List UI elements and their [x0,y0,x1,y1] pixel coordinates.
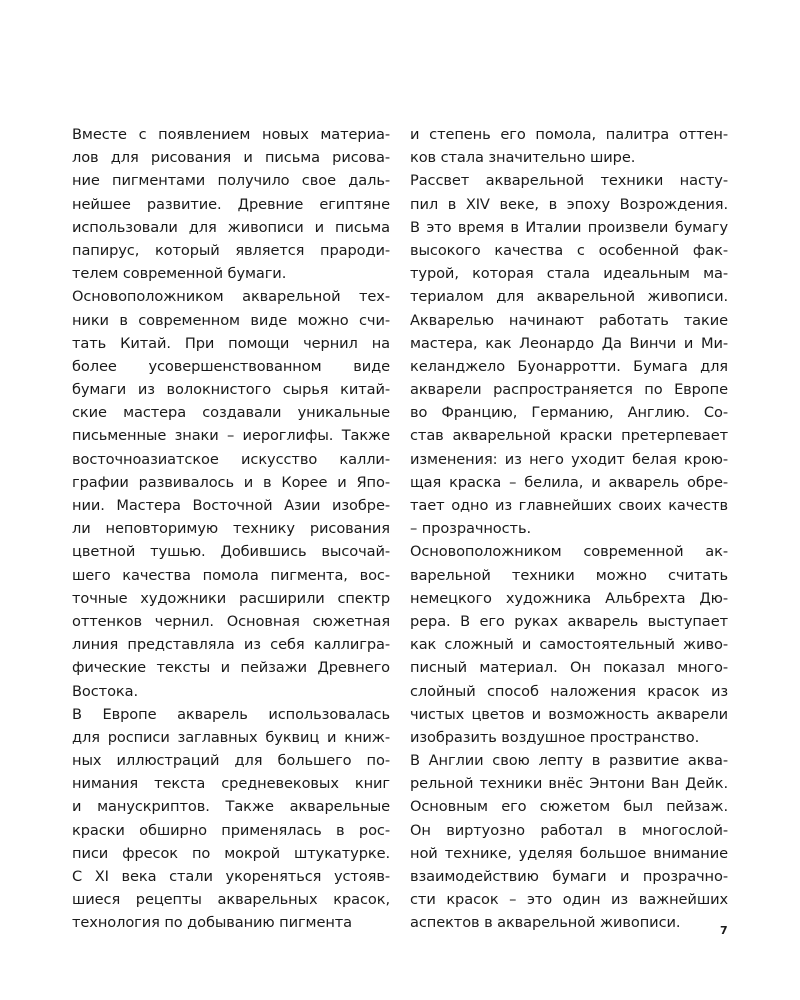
paragraph [410,123,728,169]
text-line: ние пигментами получило свое даль- [72,172,390,190]
text-line: шего качества помола пигмента, вос- [72,566,390,584]
text-line: изменения: из него уходит белая крою- [410,450,728,468]
text-line: чистых цветов и возможность акварели [410,705,728,723]
text-line: точные художники расширили спектр [72,589,390,607]
text-line: лов для рисования и письма рисова- [72,149,390,167]
text-line: нейшее развитие. Древние египтяне [72,195,390,213]
text-line: териалом для акварельной живописи. [410,288,728,306]
text-line: писи фресок по мокрой штукатурке. [72,844,390,862]
text-line: восточноазиатское искусство калли- [72,450,390,468]
text-line: ной технике, уделяя большое внимание [410,844,728,862]
text-line: Вместе с появлением новых материа- [72,126,390,143]
text-line: высокого качества с особенной фак- [410,241,728,259]
text-line: турой, которая стала идеальным ма- [410,265,728,283]
text-line: использовали для живописи и письма [72,218,390,236]
text-line: и степень его помола, палитра оттен- [410,126,728,143]
text-line: – прозрачность. [410,520,531,538]
text-line: письменные знаки – иероглифы. Также [72,427,390,445]
text-line: келанджело Буонарротти. Бумага для [410,357,728,375]
text-line: телем современной бумаги. [72,265,287,283]
text-line: слойный способ наложения красок из [410,682,728,700]
text-line: цветной тушью. Добившись высочай- [72,543,390,561]
text-line: став акварельной краски претерпевает [410,427,728,445]
text-line: Рассвет акварельной техники насту- [410,172,728,190]
text-line: технология по добыванию пигмента [72,914,353,932]
text-line: шиеся рецепты акварельных красок, [72,891,390,909]
page-number: 7 [720,924,728,937]
text-line: В Европе акварель использовалась [72,705,390,723]
right-text-column [410,123,728,935]
text-line: ли неповторимую технику рисования [72,520,390,538]
text-line: графии развивалось и в Корее и Япо- [72,473,390,491]
text-line: ники в современном виде можно счи- [72,311,390,329]
text-line: изобразить воздушное пространство. [410,728,700,746]
text-line: во Францию, Германию, Англию. Со- [410,404,728,422]
paragraph [72,123,390,285]
text-line: для росписи заглавных буквиц и книж- [72,728,390,746]
paragraph [72,285,390,702]
text-line: В это время в Италии произвели бумагу [410,218,728,236]
text-line: Востока. [72,682,138,700]
text-line: нии. Мастера Восточной Азии изобре- [72,497,390,514]
text-line: более усовершенствованном виде [72,357,390,375]
text-line: ков стала значительно шире. [410,149,636,167]
paragraph [410,169,728,540]
text-line: нимания текста средневековых книг [72,775,390,793]
text-line: пил в XIV веке, в эпоху Возрождения. [410,195,728,213]
text-line: мастера, как Леонардо Да Винчи и Ми- [410,334,728,352]
text-line: Основным его сюжетом был пейзаж. [410,798,728,816]
text-line: фические тексты и пейзажи Древнего [72,659,390,677]
text-line: оттенков чернил. Основная сюжетная [72,612,390,630]
text-line: ных иллюстраций для большего по- [72,752,390,770]
text-line: сти красок – это один из важнейших [410,891,728,909]
text-line: В Англии свою лепту в развитие аква- [410,752,728,770]
text-line: писный материал. Он показал много- [410,659,728,677]
text-line: Он виртуозно работал в многослой- [410,821,728,839]
text-line: акварели распространяется по Европе [410,381,728,399]
paragraph [410,540,728,749]
text-line: краски обширно применялась в рос- [72,821,390,839]
paragraph [72,703,390,935]
text-line: взаимодействию бумаги и прозрачно- [410,868,728,885]
text-line: папирус, который является прароди- [72,241,390,259]
text-line: линия представляла из себя каллигра- [72,636,390,654]
text-line: тает одно из главнейших своих качеств [410,497,728,514]
text-line: и манускриптов. Также акварельные [72,798,390,816]
text-line: тать Китай. При помощи чернил на [72,334,390,352]
text-line: рера. В его руках акварель выступает [410,612,728,630]
paragraph [410,749,728,935]
text-line: С XI века стали укореняться устояв- [72,868,390,885]
left-text-column [72,123,390,935]
text-line: Основоположником акварельной тех- [72,288,390,306]
text-line: как сложный и самостоятельный живо- [410,636,728,654]
text-line: Основоположником современной ак- [410,543,728,561]
text-line: щая краска – белила, и акварель обре- [410,473,728,491]
text-line: варельной техники можно считать [410,566,728,584]
text-line: ские мастера создавали уникальные [72,404,390,422]
text-line: немецкого художника Альбрехта Дю- [410,589,728,607]
text-line: бумаги из волокнистого сырья китай- [72,381,390,399]
text-line: Акварелью начинают работать такие [410,311,728,329]
text-line: рельной техники внёс Энтони Ван Дейк. [410,775,728,793]
text-line: аспектов в акварельной живописи. [410,914,681,932]
